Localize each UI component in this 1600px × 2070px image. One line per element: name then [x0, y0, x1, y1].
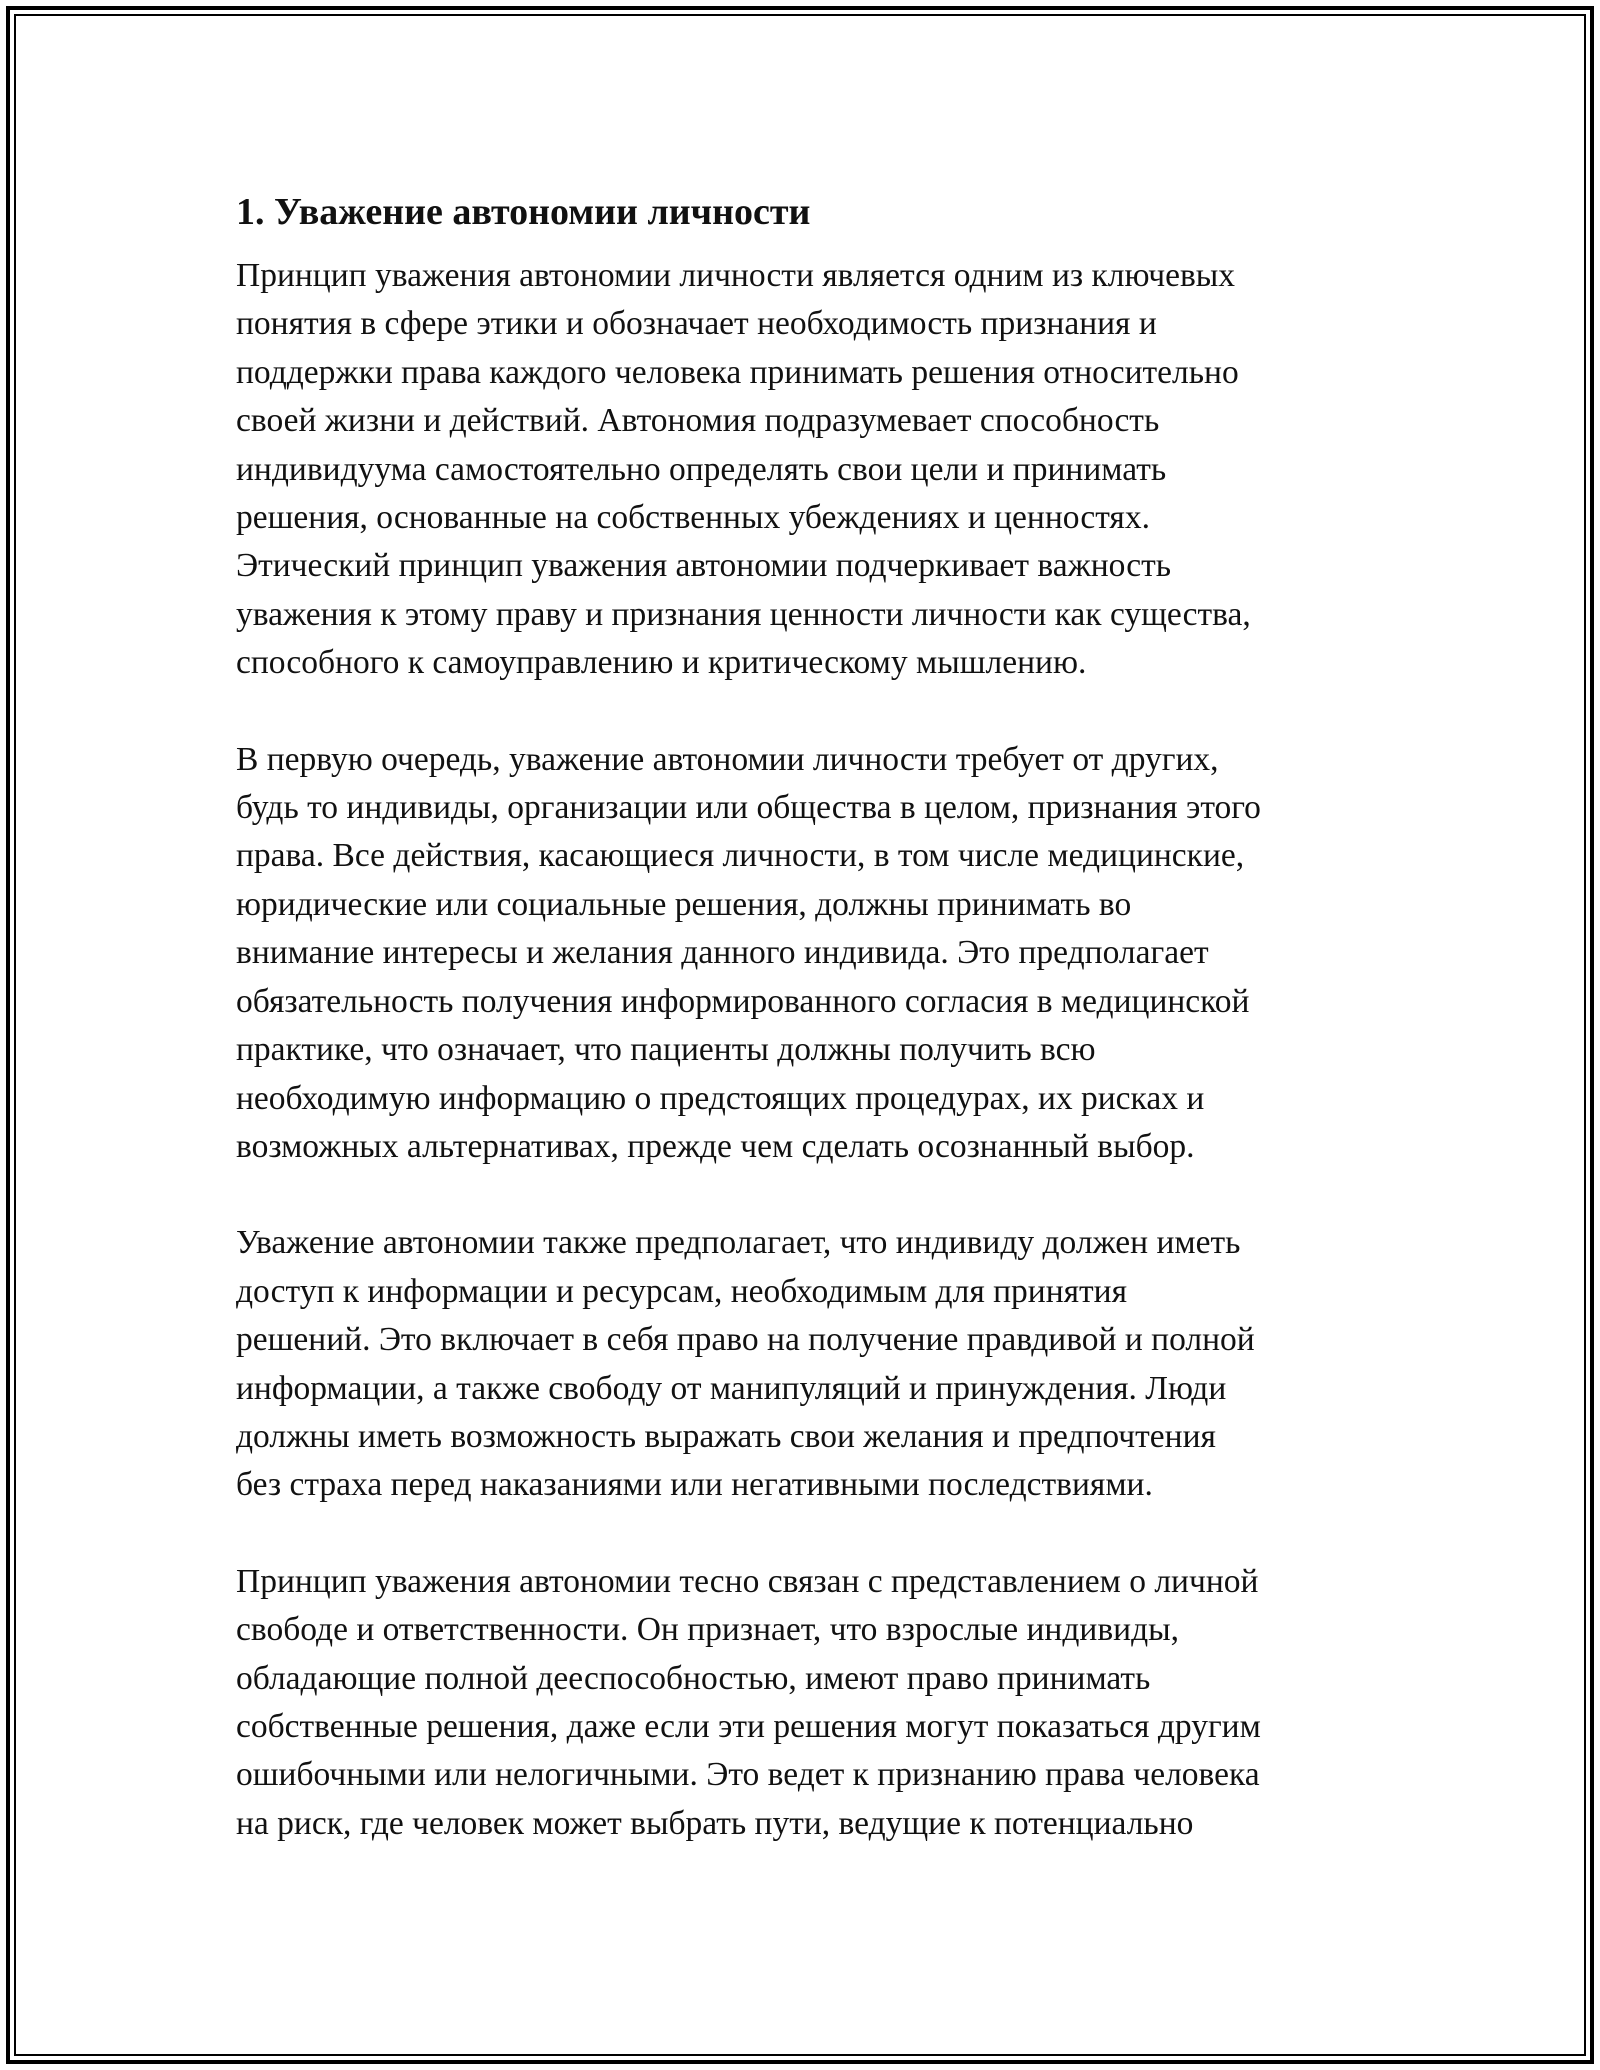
text-line: возможных альтернативах, прежде чем сделать осознанный выбор.: [236, 1127, 1195, 1165]
document-body: [236, 186, 1366, 1896]
text-line: способного к самоуправлению и критическому мышлению.: [236, 644, 1087, 682]
text-line: решения, основанные на собственных убеждениях и ценностях.: [236, 499, 1150, 537]
paragraph-4: [236, 1558, 1366, 1848]
text-line: В первую очередь, уважение автономии личности требует от других,: [236, 740, 1219, 778]
text-line: обязательность получения информированного согласия в медицинской: [236, 982, 1250, 1020]
text-line: без страха перед наказаниями или негативными последствиями.: [236, 1466, 1153, 1504]
text-line: понятия в сфере этики и обозначает необходимость признания и: [236, 305, 1157, 343]
text-line: уважения к этому праву и признания ценности личности как существа,: [236, 595, 1251, 633]
text-line: информации, а также свободу от манипуляций и принуждения. Люди: [236, 1369, 1227, 1407]
paragraph-1: [236, 252, 1366, 688]
paragraph-2: [236, 736, 1366, 1172]
text-line: собственные решения, даже если эти решения могут показаться другим: [236, 1707, 1261, 1745]
text-line: свободе и ответственности. Он признает, что взрослые индивиды,: [236, 1611, 1180, 1649]
text-line: поддержки права каждого человека принимать решения относительно: [236, 353, 1239, 391]
text-line: Уважение автономии также предполагает, что индивиду должен иметь: [236, 1224, 1241, 1262]
text-line: Принцип уважения автономии личности является одним из ключевых: [236, 257, 1236, 294]
section-heading: 1. Уважение автономии личности: [236, 191, 811, 233]
text-line: ошибочными или нелогичными. Это ведет к признанию права человека: [236, 1756, 1260, 1794]
text-line: практике, что означает, что пациенты должны получить всю: [236, 1031, 1096, 1069]
text-line: своей жизни и действий. Автономия подразумевает способность: [236, 402, 1160, 440]
text-line: решений. Это включает в себя право на получение правдивой и полной: [236, 1321, 1255, 1359]
text-line: индивидуума самостоятельно определять свои цели и принимать: [236, 450, 1167, 488]
text-line: Принцип уважения автономии тесно связан с представлением о личной: [236, 1562, 1259, 1600]
text-line: Этический принцип уважения автономии подчеркивает важность: [236, 547, 1172, 585]
text-line: обладающие полной дееспособностью, имеют право принимать: [236, 1659, 1151, 1697]
text-line: права. Все действия, касающиеся личности, в том числе медицинские,: [236, 837, 1245, 875]
text-line: доступ к информации и ресурсам, необходимым для принятия: [236, 1272, 1128, 1310]
text-line: должны иметь возможность выражать свои желания и предпочтения: [236, 1417, 1216, 1455]
text-line: юридические или социальные решения, должны принимать во: [236, 885, 1132, 923]
text-line: будь то индивиды, организации или общества в целом, признания этого: [236, 789, 1261, 827]
paragraph-3: [236, 1219, 1366, 1509]
text-line: на риск, где человек может выбрать пути, ведущие к потенциально: [236, 1804, 1194, 1842]
text-line: необходимую информацию о предстоящих процедурах, их рисках и: [236, 1079, 1205, 1117]
text-line: внимание интересы и желания данного индивида. Это предполагает: [236, 934, 1209, 972]
